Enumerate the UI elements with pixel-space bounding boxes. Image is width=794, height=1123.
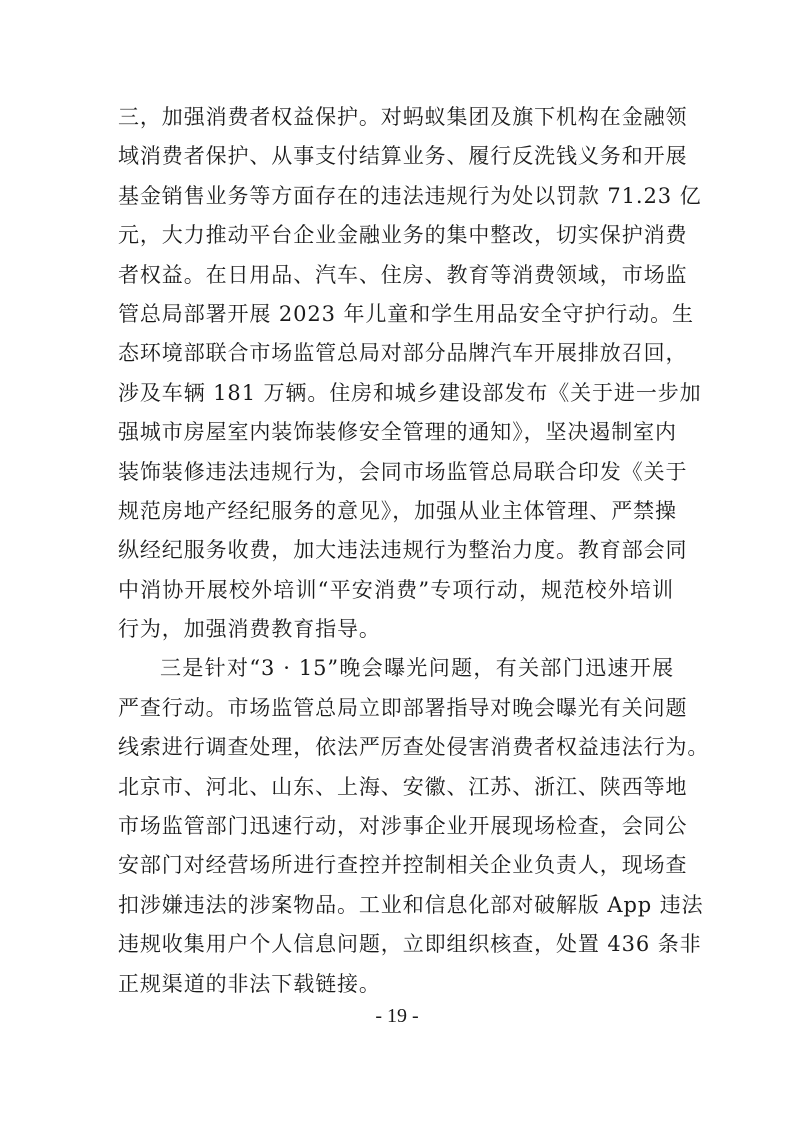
text-line: 行为，加强消费教育指导。 bbox=[118, 617, 381, 642]
text-line: 涉及车辆 181 万辆。住房和城乡建设部发布《关于进一步加 bbox=[118, 380, 702, 405]
text-line: 装饰装修违法违规行为，会同市场监管总局联合印发《关于 bbox=[118, 459, 688, 484]
text-line: 态环境部联合市场监管总局对部分品牌汽车开展排放召回， bbox=[118, 341, 688, 366]
text-line: 三，加强消费者权益保护。对蚂蚁集团及旗下机构在金融领 bbox=[118, 105, 688, 129]
text-line: 规范房地产经纪服务的意见》，加强从业主体管理、严禁操 bbox=[118, 498, 677, 523]
text-line: 北京市、河北、山东、上海、安徽、江苏、浙江、陕西等地 bbox=[118, 774, 688, 799]
text-line: 管总局部署开展 2023 年儿童和学生用品安全守护行动。生 bbox=[118, 301, 694, 326]
text-line: 强城市房屋室内装饰装修安全管理的通知》，坚决遏制室内 bbox=[118, 420, 677, 445]
text-line: 严查行动。市场监管总局立即部署指导对晚会曝光有关问题 bbox=[118, 695, 688, 720]
text-line: 域消费者保护、从事支付结算业务、履行反洗钱义务和开展 bbox=[118, 144, 688, 169]
text-line: 违规收集用户个人信息问题，立即组织核查，处置 436 条非 bbox=[118, 932, 702, 957]
text-line: 正规渠道的非法下载链接。 bbox=[118, 971, 381, 996]
text-line: 扣涉嫌违法的涉案物品。工业和信息化部对破解版 App 违法 bbox=[118, 892, 704, 917]
page-number: - 19 - bbox=[375, 1005, 419, 1027]
text-line: 线索进行调查处理，依法严厉查处侵害消费者权益违法行为。 bbox=[118, 735, 710, 760]
text-line: 元，大力推动平台企业金融业务的集中整改，切实保护消费 bbox=[118, 223, 688, 248]
text-line: 市场监管部门迅速行动，对涉事企业开展现场检查，会同公 bbox=[118, 814, 688, 839]
text-line: 基金销售业务等方面存在的违法违规行为处以罚款 71.23 亿 bbox=[118, 183, 702, 208]
text-line: 安部门对经营场所进行查控并控制相关企业负责人，现场查 bbox=[118, 853, 688, 878]
text-line: 中消协开展校外培训“平安消费”专项行动，规范校外培训 bbox=[118, 577, 674, 602]
text-line: 三是针对“3 · 15”晚会曝光问题，有关部门迅速开展 bbox=[160, 656, 674, 681]
text-line: 纵经纪服务收费，加大违法违规行为整治力度。教育部会同 bbox=[118, 538, 688, 563]
text-line: 者权益。在日用品、汽车、住房、教育等消费领域，市场监 bbox=[118, 262, 688, 287]
body-text bbox=[118, 98, 710, 1004]
